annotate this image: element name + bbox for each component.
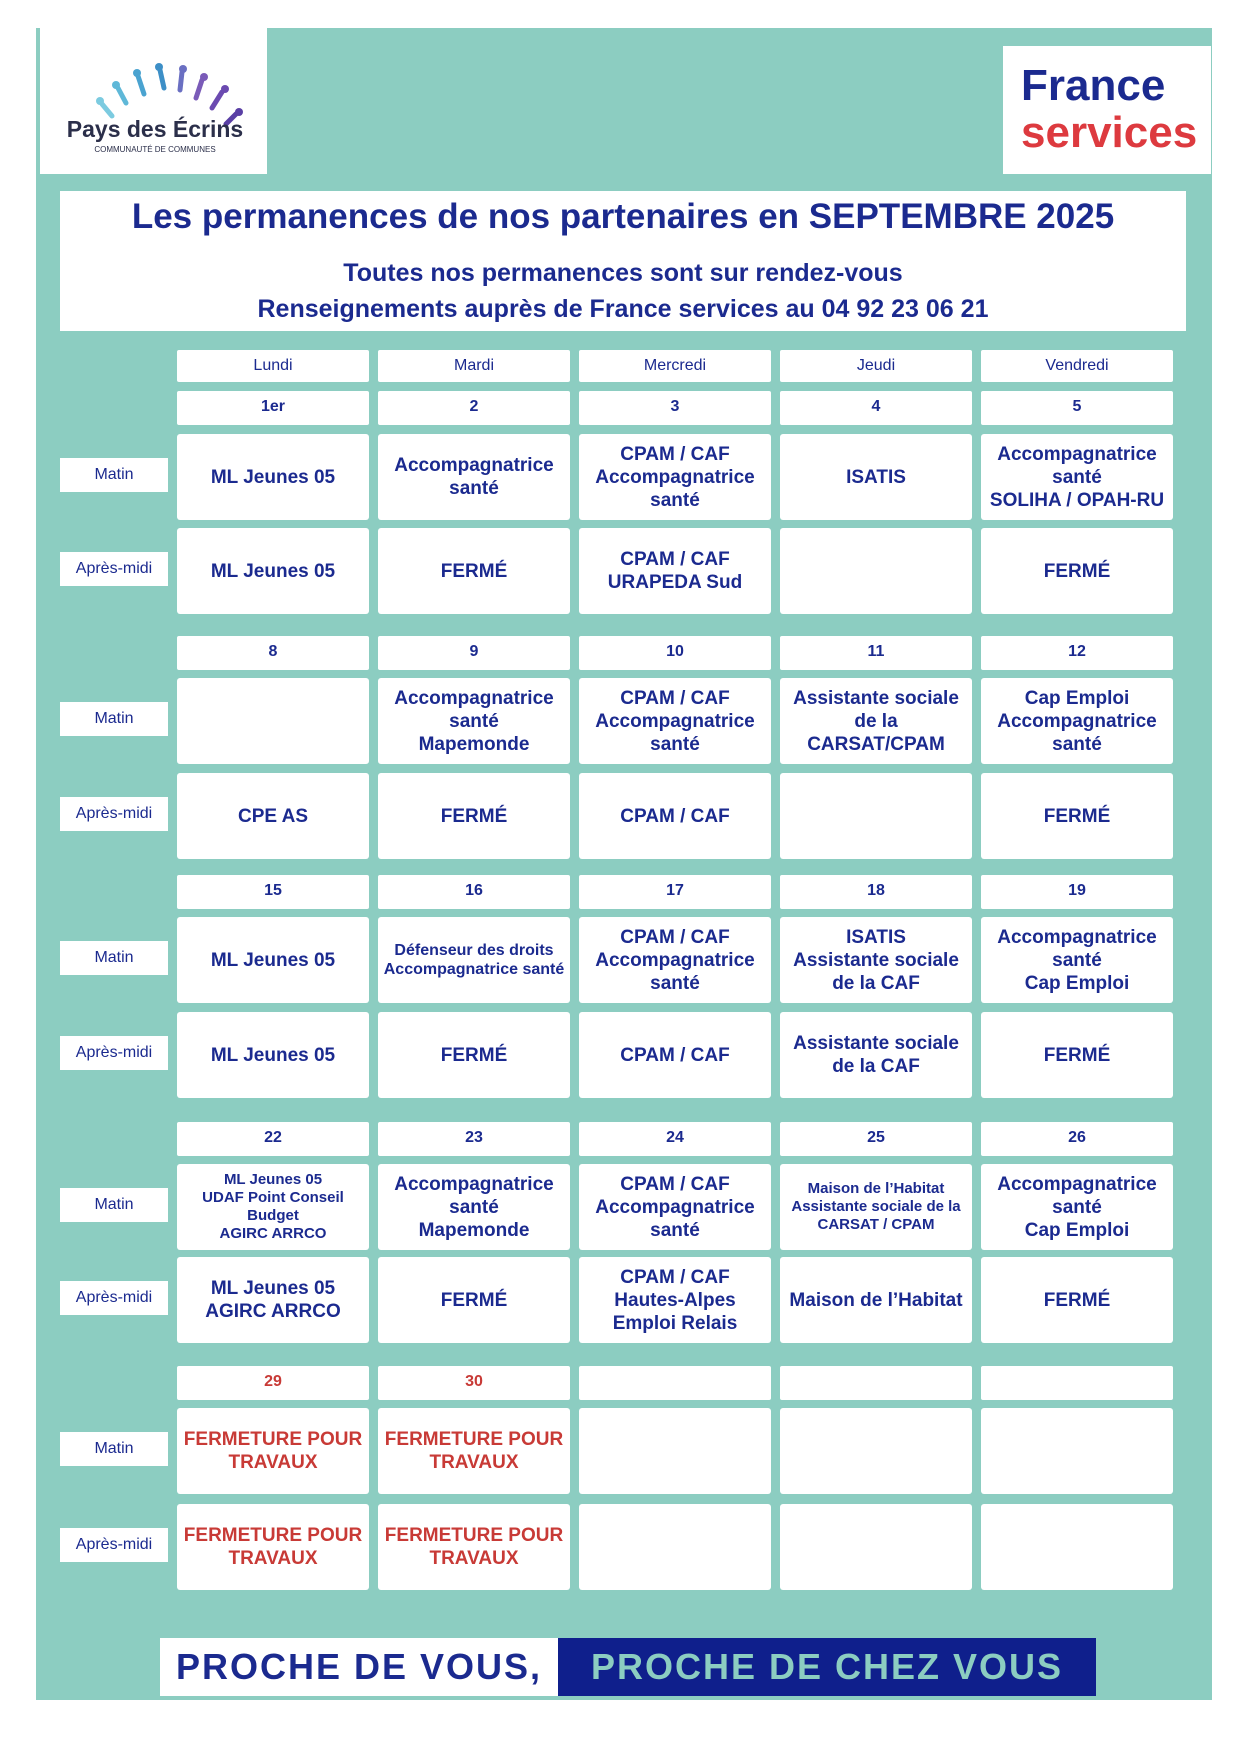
slot-morning: Accompagnatrice santé bbox=[378, 434, 570, 520]
slot-morning: CPAM / CAF Accompagnatrice santé bbox=[579, 678, 771, 764]
logo-name: Pays des Écrins bbox=[66, 116, 244, 142]
date-header: 25 bbox=[780, 1122, 972, 1156]
header-line1: Toutes nos permanences sont sur rendez-vous bbox=[343, 259, 903, 287]
date-header: 9 bbox=[378, 636, 570, 670]
slot-afternoon: ML Jeunes 05 bbox=[177, 1012, 369, 1098]
date-header: 12 bbox=[981, 636, 1173, 670]
row-label-afternoon: Après-midi bbox=[60, 1281, 168, 1315]
slot-morning: Accompagnatrice santé Mapemonde bbox=[378, 1164, 570, 1250]
date-header: 19 bbox=[981, 875, 1173, 909]
date-header bbox=[981, 1366, 1173, 1400]
slot-afternoon: FERMÉ bbox=[981, 1012, 1173, 1098]
date-header bbox=[780, 1366, 972, 1400]
banner-left: PROCHE DE VOUS, bbox=[160, 1638, 558, 1696]
slot-afternoon: FERMÉ bbox=[981, 528, 1173, 614]
slot-morning bbox=[780, 1408, 972, 1494]
brand-line1: France bbox=[1021, 61, 1166, 110]
date-header: 30 bbox=[378, 1366, 570, 1400]
slot-morning: Cap Emploi Accompagnatrice santé bbox=[981, 678, 1173, 764]
date-header: 5 bbox=[981, 391, 1173, 425]
slot-afternoon: CPAM / CAF Hautes-Alpes Emploi Relais bbox=[579, 1257, 771, 1343]
slot-afternoon: CPAM / CAF URAPEDA Sud bbox=[579, 528, 771, 614]
slot-afternoon: Assistante sociale de la CAF bbox=[780, 1012, 972, 1098]
slot-afternoon: FERMÉ bbox=[378, 1012, 570, 1098]
pays-des-ecrins-logo bbox=[40, 28, 267, 174]
header-line2: Renseignements auprès de France services au 04 92 23 06 21 bbox=[257, 295, 989, 323]
date-header: 17 bbox=[579, 875, 771, 909]
slot-morning: Assistante sociale de la CARSAT/CPAM bbox=[780, 678, 972, 764]
slot-afternoon bbox=[780, 773, 972, 859]
slot-morning: CPAM / CAF Accompagnatrice santé bbox=[579, 1164, 771, 1250]
day-header-2: Mardi bbox=[378, 350, 570, 382]
slot-afternoon: FERMÉ bbox=[981, 1257, 1173, 1343]
date-header: 2 bbox=[378, 391, 570, 425]
slot-morning: CPAM / CAF Accompagnatrice santé bbox=[579, 434, 771, 520]
slot-afternoon: Maison de l’Habitat bbox=[780, 1257, 972, 1343]
date-header: 1er bbox=[177, 391, 369, 425]
slot-morning: Accompagnatrice santé Cap Emploi bbox=[981, 917, 1173, 1003]
slot-afternoon: CPAM / CAF bbox=[579, 1012, 771, 1098]
slot-morning: FERMETURE POUR TRAVAUX bbox=[177, 1408, 369, 1494]
date-header: 10 bbox=[579, 636, 771, 670]
row-label-morning: Matin bbox=[60, 458, 168, 492]
row-label-morning: Matin bbox=[60, 702, 168, 736]
date-header: 16 bbox=[378, 875, 570, 909]
date-header bbox=[579, 1366, 771, 1400]
slot-morning: ISATIS Assistante sociale de la CAF bbox=[780, 917, 972, 1003]
date-header: 18 bbox=[780, 875, 972, 909]
row-label-afternoon: Après-midi bbox=[60, 1528, 168, 1562]
day-header-3: Mercredi bbox=[579, 350, 771, 382]
logo-subtitle: COMMUNAUTÉ DE COMMUNES bbox=[94, 145, 216, 154]
slot-afternoon bbox=[780, 528, 972, 614]
banner-right: PROCHE DE CHEZ VOUS bbox=[558, 1638, 1096, 1696]
page-header bbox=[60, 191, 1186, 331]
slot-morning: CPAM / CAF Accompagnatrice santé bbox=[579, 917, 771, 1003]
slot-morning: Accompagnatrice santé Cap Emploi bbox=[981, 1164, 1173, 1250]
slot-morning: Accompagnatrice santé Mapemonde bbox=[378, 678, 570, 764]
date-header: 23 bbox=[378, 1122, 570, 1156]
slot-morning bbox=[177, 678, 369, 764]
day-header-5: Vendredi bbox=[981, 350, 1173, 382]
slot-morning bbox=[981, 1408, 1173, 1494]
slot-morning: ISATIS bbox=[780, 434, 972, 520]
slot-morning: Maison de l’Habitat Assistante sociale de la CARSAT / CPAM bbox=[780, 1164, 972, 1250]
page-title: Les permanences de nos partenaires en SEPTEMBRE 2025 bbox=[131, 197, 1115, 236]
row-label-morning: Matin bbox=[60, 941, 168, 975]
day-header-1: Lundi bbox=[177, 350, 369, 382]
slot-afternoon: ML Jeunes 05 bbox=[177, 528, 369, 614]
row-label-afternoon: Après-midi bbox=[60, 552, 168, 586]
date-header: 3 bbox=[579, 391, 771, 425]
date-header: 15 bbox=[177, 875, 369, 909]
slot-afternoon: FERMÉ bbox=[981, 773, 1173, 859]
slot-afternoon: FERMETURE POUR TRAVAUX bbox=[378, 1504, 570, 1590]
slot-morning: ML Jeunes 05 bbox=[177, 434, 369, 520]
slot-afternoon: FERMÉ bbox=[378, 1257, 570, 1343]
date-header: 22 bbox=[177, 1122, 369, 1156]
slot-morning: ML Jeunes 05 bbox=[177, 917, 369, 1003]
row-label-afternoon: Après-midi bbox=[60, 1036, 168, 1070]
row-label-afternoon: Après-midi bbox=[60, 797, 168, 831]
date-header: 8 bbox=[177, 636, 369, 670]
day-header-4: Jeudi bbox=[780, 350, 972, 382]
slot-morning: ML Jeunes 05 UDAF Point Conseil Budget AGIRC ARRCO bbox=[177, 1164, 369, 1250]
slot-afternoon bbox=[780, 1504, 972, 1590]
slot-afternoon: CPAM / CAF bbox=[579, 773, 771, 859]
date-header: 26 bbox=[981, 1122, 1173, 1156]
slot-morning: Accompagnatrice santé SOLIHA / OPAH-RU bbox=[981, 434, 1173, 520]
slot-afternoon bbox=[981, 1504, 1173, 1590]
slot-afternoon bbox=[579, 1504, 771, 1590]
date-header: 11 bbox=[780, 636, 972, 670]
slot-morning: Défenseur des droits Accompagnatrice santé bbox=[378, 917, 570, 1003]
slot-afternoon: FERMETURE POUR TRAVAUX bbox=[177, 1504, 369, 1590]
date-header: 24 bbox=[579, 1122, 771, 1156]
date-header: 4 bbox=[780, 391, 972, 425]
france-services-logo bbox=[1003, 46, 1211, 174]
slot-afternoon: FERMÉ bbox=[378, 773, 570, 859]
slot-afternoon: ML Jeunes 05 AGIRC ARRCO bbox=[177, 1257, 369, 1343]
slot-afternoon: FERMÉ bbox=[378, 528, 570, 614]
row-label-morning: Matin bbox=[60, 1188, 168, 1222]
date-header: 29 bbox=[177, 1366, 369, 1400]
slot-morning: FERMETURE POUR TRAVAUX bbox=[378, 1408, 570, 1494]
row-label-morning: Matin bbox=[60, 1432, 168, 1466]
brand-line2: services bbox=[1021, 108, 1198, 157]
slot-morning bbox=[579, 1408, 771, 1494]
slot-afternoon: CPE AS bbox=[177, 773, 369, 859]
